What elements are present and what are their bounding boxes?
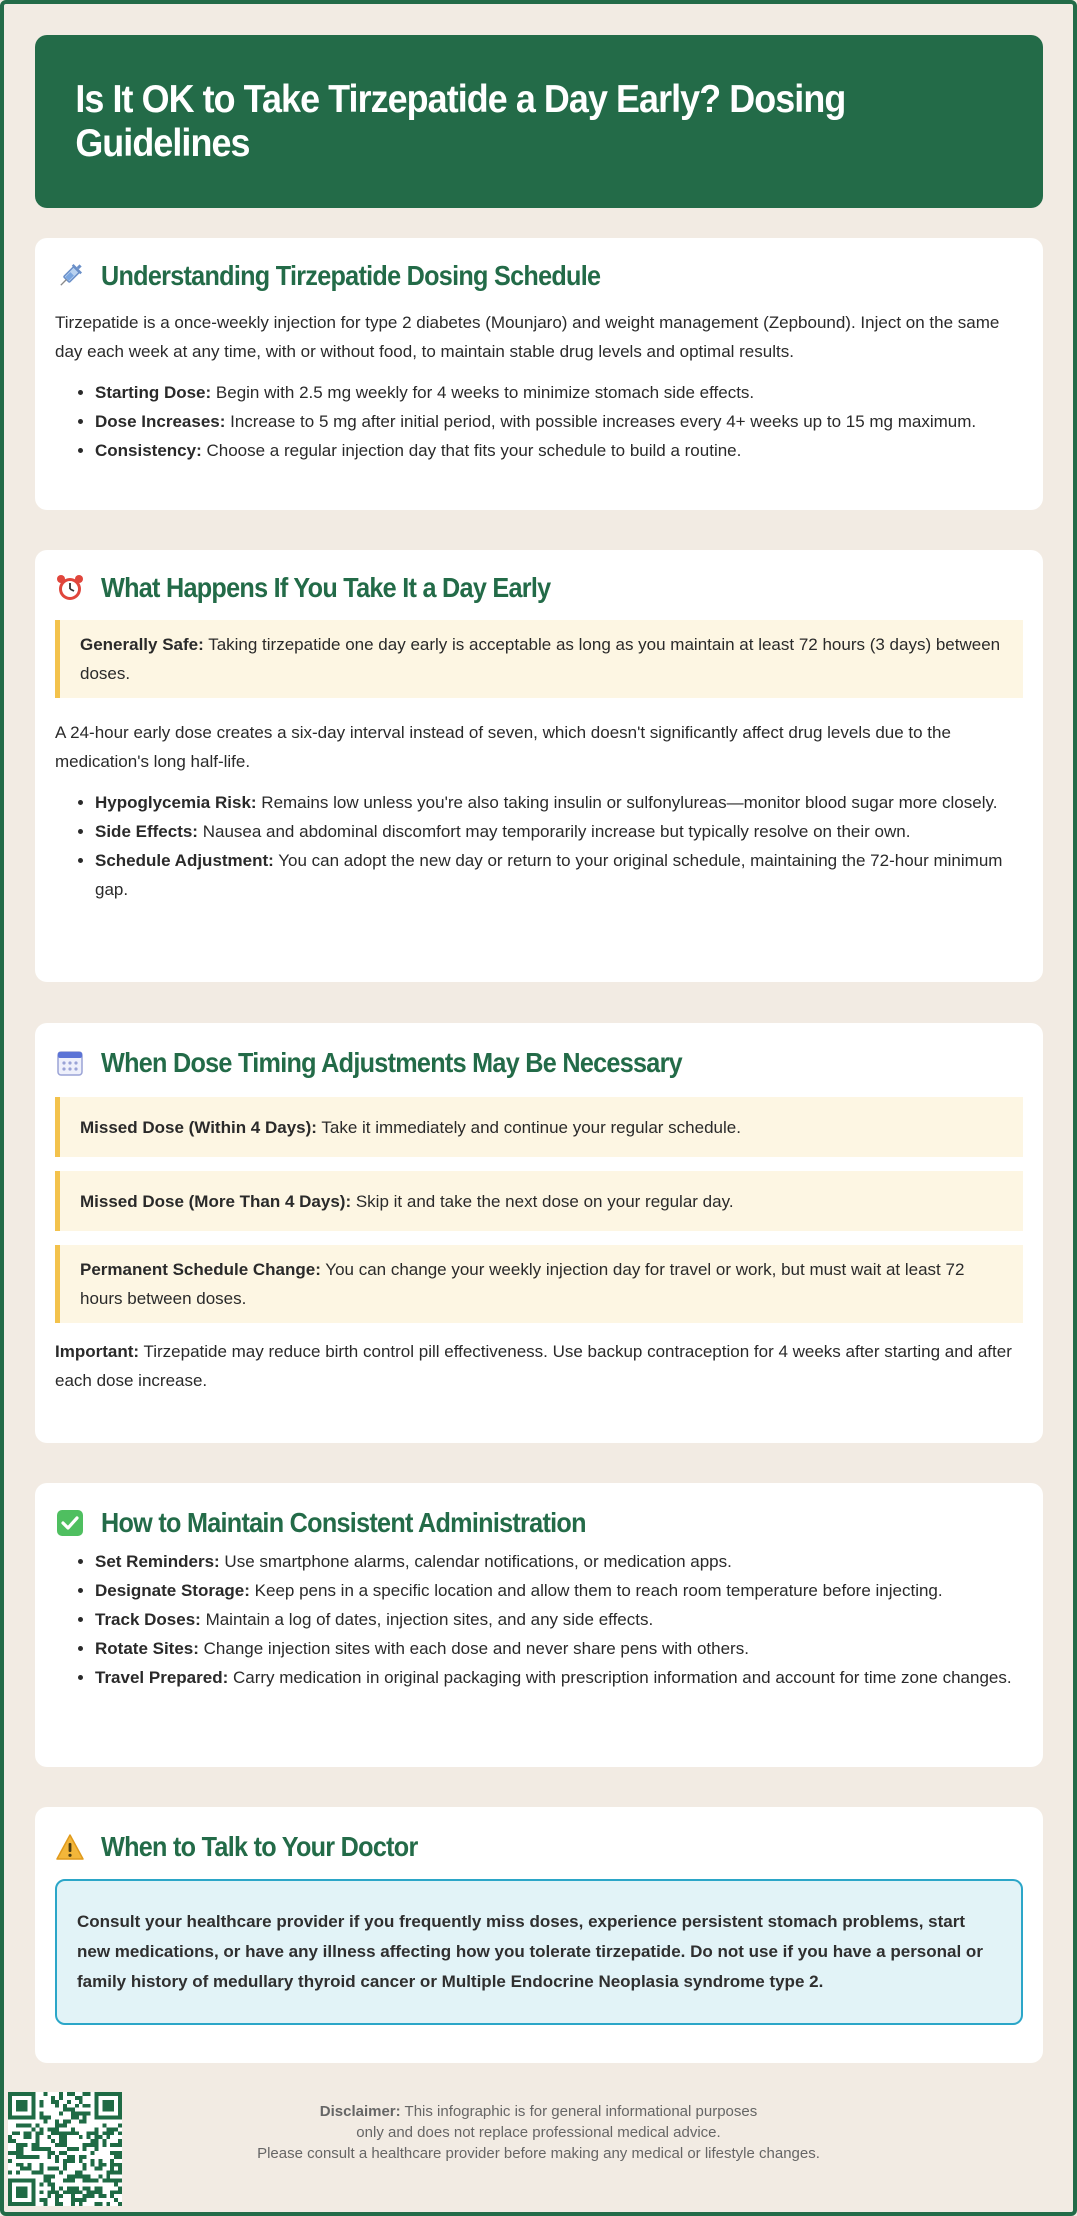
administration-list	[55, 1547, 1023, 1692]
section-heading: What Happens If You Take It a Day Early	[101, 572, 551, 603]
syringe-icon	[55, 261, 85, 291]
warning-icon	[55, 1832, 85, 1862]
doctor-alert-box: Consult your healthcare provider if you frequently miss doses, experience persistent stomach problems, start new medications, or have any illness affecting how you tolerate tirzepatide. Do not use if you have a personal or family history of medullary thyroid cancer or Multiple Endocrine Neoplasia syndrome type 2.	[55, 1879, 1023, 2025]
section-heading: Understanding Tirzepatide Dosing Schedule	[101, 260, 601, 291]
list-item: • Consistency: Choose a regular injection day that fits your schedule to build a routine.	[95, 436, 1023, 465]
section-heading-row	[55, 568, 1023, 608]
section-heading-row	[55, 256, 1023, 296]
callout-permanent-change: Permanent Schedule Change: You can change your weekly injection day for travel or work, but must wait at least 72 hours between doses.	[55, 1245, 1023, 1323]
calendar-icon	[55, 1048, 85, 1078]
list-item: • Set Reminders: Use smartphone alarms, calendar notifications, or medication apps.	[95, 1547, 1023, 1576]
alarm-clock-icon	[55, 573, 85, 603]
section-day-early	[35, 550, 1043, 982]
section-talk-to-doctor	[35, 1807, 1043, 2063]
section-heading: How to Maintain Consistent Administration	[101, 1507, 586, 1538]
section-intro: Tirzepatide is a once-weekly injection for type 2 diabetes (Mounjaro) and weight management (Zepbound). Inject on the same day each week at any time, with or without food, to maintain stable drug levels and optimal results.	[55, 313, 1000, 361]
list-item: • Travel Prepared: Carry medication in original packaging with prescription information and account for time zone changes.	[95, 1663, 1023, 1692]
list-item: • Hypoglycemia Risk: Remains low unless you're also taking insulin or sulfonylureas—monitor blood sugar more closely.	[95, 788, 1023, 817]
page-header	[35, 35, 1043, 208]
section-paragraph: A 24-hour early dose creates a six-day interval instead of seven, which doesn't significantly affect drug levels due to the medication's long half-life.	[55, 723, 951, 771]
disclaimer: Disclaimer: This infographic is for general informational purposes only and does not replace professional medical advice. Please consult a healthcare provider before making any medical or lifestyle changes.	[257, 2103, 820, 2162]
section-timing-adjustments	[35, 1023, 1043, 1443]
list-item: • Dose Increases: Increase to 5 mg after initial period, with possible increases every 4+ weeks up to 15 mg maximum.	[95, 407, 1023, 436]
check-mark-icon	[55, 1508, 85, 1538]
list-item: • Designate Storage: Keep pens in a specific location and allow them to reach room temperature before injecting.	[95, 1576, 1023, 1605]
page-title: Is It OK to Take Tirzepatide a Day Early? Dosing Guidelines	[75, 77, 846, 165]
section-consistent-administration	[35, 1483, 1043, 1767]
section-heading-row	[55, 1503, 1023, 1543]
list-item: • Side Effects: Nausea and abdominal discomfort may temporarily increase but typically resolve on their own.	[95, 817, 1023, 846]
section-heading-row	[55, 1043, 1023, 1083]
important-note: Important: Tirzepatide may reduce birth control pill effectiveness. Use backup contraception for 4 weeks after starting and after each dose increase.	[55, 1342, 1012, 1390]
list-item: • Schedule Adjustment: You can adopt the new day or return to your original schedule, maintaining the 72-hour minimum gap.	[95, 846, 1023, 904]
section-dosing-schedule	[35, 238, 1043, 510]
list-item: • Rotate Sites: Change injection sites with each dose and never share pens with others.	[95, 1634, 1023, 1663]
callout-missed-more-than-4: Missed Dose (More Than 4 Days): Skip it and take the next dose on your regular day.	[55, 1171, 1023, 1231]
section-heading: When to Talk to Your Doctor	[101, 1831, 418, 1862]
section-heading-row	[55, 1827, 1023, 1867]
list-item: • Starting Dose: Begin with 2.5 mg weekly for 4 weeks to minimize stomach side effects.	[95, 378, 1023, 407]
qr-code	[8, 2092, 122, 2206]
list-item: • Track Doses: Maintain a log of dates, injection sites, and any side effects.	[95, 1605, 1023, 1634]
callout-missed-within-4: Missed Dose (Within 4 Days): Take it immediately and continue your regular schedule.	[55, 1097, 1023, 1157]
effects-list	[55, 788, 1023, 904]
callout-generally-safe: Generally Safe: Taking tirzepatide one day early is acceptable as long as you maintain at least 72 hours (3 days) between doses.	[55, 620, 1023, 698]
section-heading: When Dose Timing Adjustments May Be Necessary	[101, 1047, 682, 1078]
dosing-list	[55, 378, 1023, 465]
